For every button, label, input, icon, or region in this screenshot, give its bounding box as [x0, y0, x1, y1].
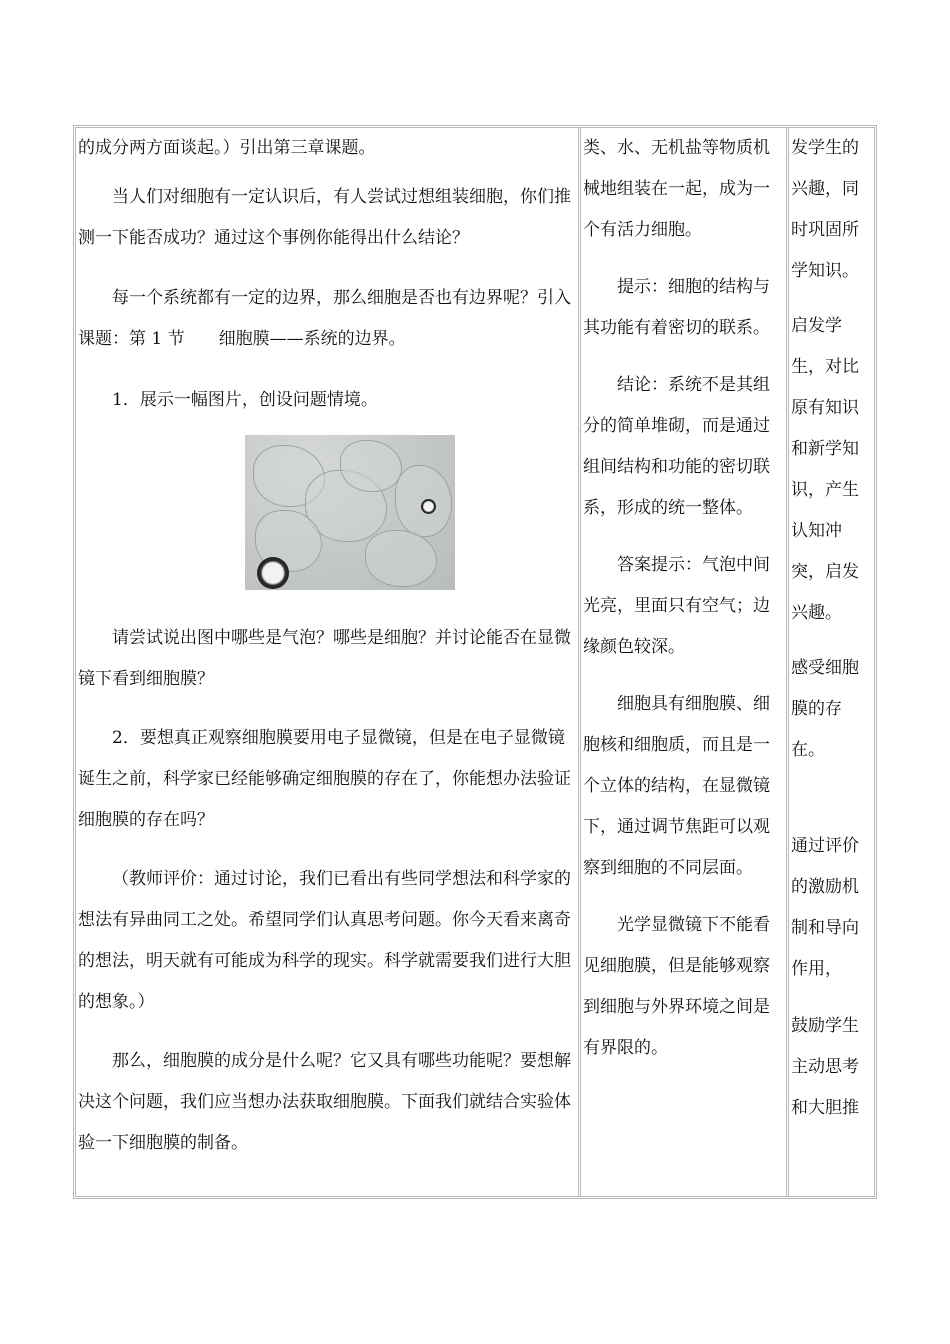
activity-paragraph: 结论：系统不是其组分的简单堆砌，而是通过组间结构和功能的密切联系，形成的统一整体。 [583, 375, 770, 518]
intent-paragraph: 发学生的兴趣，同时巩固所学知识。 [791, 138, 859, 281]
activity-paragraph: 光学显微镜下不能看见细胞膜，但是能够观察到细胞与外界环境之间是有界限的。 [583, 915, 770, 1058]
lesson-table [73, 125, 877, 1199]
content-paragraph: 1．展示一幅图片，创设问题情境。 [112, 390, 378, 410]
large-bubble [257, 557, 289, 589]
intent-paragraph: 鼓励学生主动思考和大胆推 [791, 1016, 859, 1118]
intent-paragraph: 启发学生，对比原有知识和新学知识，产生认知冲突，启发兴趣。 [791, 316, 859, 623]
design-intent-cell [791, 128, 872, 1129]
small-bubble [421, 499, 436, 514]
content-paragraph: 的成分两方面谈起。）引出第三章课题。 [78, 138, 376, 158]
activity-paragraph: 提示：细胞的结构与其功能有着密切的联系。 [583, 277, 770, 338]
student-activity-cell [583, 128, 784, 1069]
intent-paragraph: 通过评价的激励机制和导向作用， [791, 836, 859, 979]
intent-paragraph: 感受细胞膜的存在。 [791, 658, 859, 760]
teaching-content-column [76, 128, 581, 1196]
design-intent-column [789, 128, 874, 1196]
teaching-content-cell [78, 128, 576, 1164]
content-paragraph: 2．要想真正观察细胞膜要用电子显微镜，但是在电子显微镜诞生之前，科学家已经能够确定细胞膜的存在了，你能想办法验证细胞膜的存在吗？ [78, 728, 571, 830]
microscope-image [245, 435, 455, 590]
activity-paragraph: 类、水、无机盐等物质机械地组装在一起，成为一个有活力细胞。 [583, 138, 770, 240]
activity-paragraph: 答案提示：气泡中间光亮，里面只有空气；边缘颜色较深。 [583, 555, 770, 657]
content-paragraph: 那么，细胞膜的成分是什么呢？它又具有哪些功能呢？要想解决这个问题，我们应当想办法获取细胞膜。下面我们就结合实验体验一下细胞膜的制备。 [78, 1051, 571, 1153]
content-paragraph: 当人们对细胞有一定认识后，有人尝试过想组装细胞，你们推测一下能否成功？通过这个事例你能得出什么结论？ [78, 187, 571, 248]
content-paragraph: 每一个系统都有一定的边界，那么细胞是否也有边界呢？引入课题：第 1 节 细胞膜——系统的边界。 [78, 288, 571, 349]
content-paragraph: 请尝试说出图中哪些是气泡？哪些是细胞？并讨论能否在显微镜下看到细胞膜？ [78, 628, 571, 689]
student-activity-column [581, 128, 789, 1196]
activity-paragraph: 细胞具有细胞膜、细胞核和细胞质，而且是一个立体的结构，在显微镜下，通过调节焦距可以观察到细胞的不同层面。 [583, 694, 770, 878]
content-paragraph: （教师评价：通过讨论，我们已看出有些同学想法和科学家的想法有异曲同工之处。希望同学们认真思考问题。你今天看来离奇的想法，明天就有可能成为科学的现实。科学就需要我们进行大胆的想象。） [78, 869, 571, 1012]
